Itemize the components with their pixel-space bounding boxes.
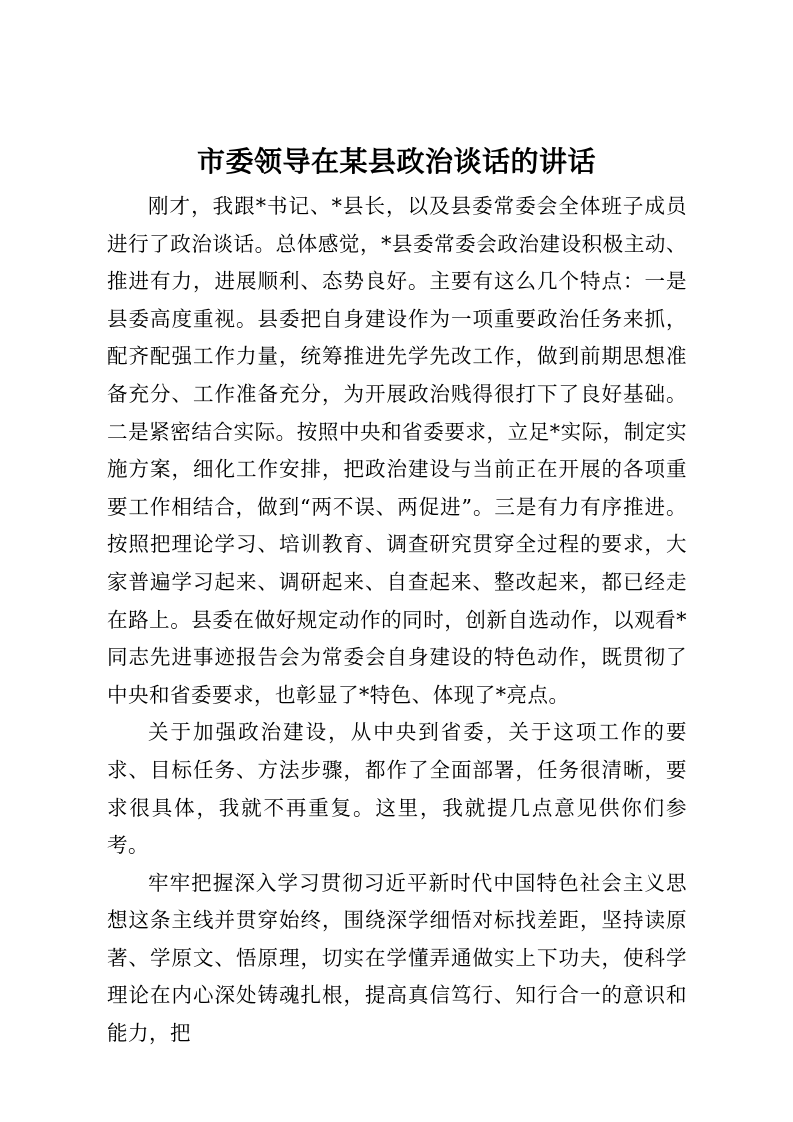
document-body bbox=[107, 188, 687, 1053]
paragraph-1: 刚才，我跟*书记、*县长，以及县委常委会全体班子成员进行了政治谈话。总体感觉，*县委常委会政治建设积极主动、推进有力，进展顺利、态势良好。主要有这么几个特点：一是县委高度重视。县委把自身建设作为一项重要政治任务来抓，配齐配强工作力量，统筹推进先学先改工作，做到前期思想准备充分、工作准备充分，为开展政治贱得很打下了良好基础。二是紧密结合实际。按照中央和省委要求，立足*实际，制定实施方案，细化工作安排，把政治建设与当前正在开展的各项重要工作相结合，做到“两不误、两促进”。三是有力有序推进。按照把理论学习、培训教育、调查研究贯穿全过程的要求，大家普遍学习起来、调研起来、自查起来、整改起来，都已经走在路上。县委在做好规定动作的同时，创新自选动作，以观看*同志先进事迹报告会为常委会自身建设的特色动作，既贯彻了中央和省委要求，也彰显了*特色、体现了*亮点。 bbox=[107, 194, 687, 707]
paragraph-3: 牢牢把握深入学习贯彻习近平新时代中国特色社会主义思想这条主线并贯穿始终，围绕深学细悟对标找差距，坚持读原著、学原文、悟原理，切实在学懂弄通做实上下功夫，使科学理论在内心深处铸魂扎根，提高真信笃行、知行合一的意识和能力，把 bbox=[107, 870, 687, 1046]
document-title: 市委领导在某县政治谈话的讲话 bbox=[196, 145, 596, 178]
paragraph-2: 关于加强政治建设，从中央到省委，关于这项工作的要求、目标任务、方法步骤，都作了全面部署，任务很清晰，要求很具体，我就不再重复。这里，我就提几点意见供你们参考。 bbox=[107, 720, 687, 858]
